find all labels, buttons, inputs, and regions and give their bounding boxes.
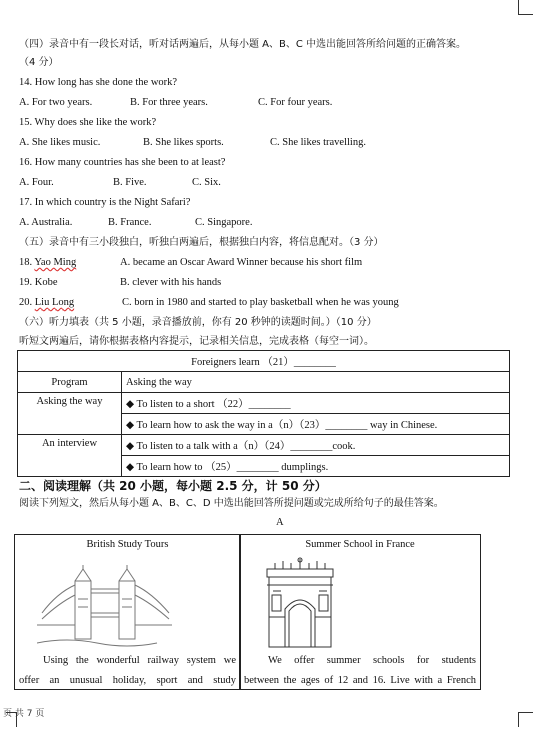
table-row1-b: ◆ To learn how to ask the way in a（n）（23）________ way in Chinese. xyxy=(122,414,510,435)
match-name-18: Yao Ming xyxy=(34,257,77,268)
match-name-19: Kobe xyxy=(34,277,58,288)
table-title: Foreigners learn （21）________ xyxy=(18,351,510,372)
passage-label: A xyxy=(276,517,284,528)
section5-instruction: （五）录音中有三小段独白，听独白两遍后，根据独白内容，将信息配对。（3 分） xyxy=(19,237,384,248)
question-15: 15. Why does she like the work? xyxy=(19,117,157,128)
match-desc-c: C. born in 1980 and started to play basketball when he was young xyxy=(122,297,399,308)
ad-box-summer-school-france xyxy=(239,534,481,690)
crop-mark-top-right xyxy=(518,0,533,15)
option-16a: A. Four. xyxy=(19,177,54,188)
option-16c: C. Six. xyxy=(192,177,221,188)
match-item-19: 19. Kobe xyxy=(19,277,58,288)
crop-mark-bottom-right xyxy=(518,712,533,727)
table-row1-a: ◆ To listen to a short （22）________ xyxy=(122,393,510,414)
table-row2-a: ◆ To listen to a talk with a（n）（24）________cook. xyxy=(122,435,510,456)
tower-bridge-illustration xyxy=(37,563,172,653)
ad-title-left: British Study Tours xyxy=(86,539,169,550)
part2-heading: 二、阅读理解（共 20 小题，每小题 2.5 分，计 50 分） xyxy=(19,479,327,493)
question-17: 17. In which country is the Night Safari? xyxy=(19,197,191,208)
page-footer: 页 共 7 页 xyxy=(3,709,45,719)
question-16: 16. How many countries has she been to at least? xyxy=(19,157,226,168)
ad-box-british-study-tours xyxy=(14,534,241,690)
match-name-20: Liu Long xyxy=(34,297,75,308)
ad-title-right: Summer School in France xyxy=(305,539,415,550)
table-row1-label: Asking the way xyxy=(18,393,122,435)
part2-instruction: 阅读下列短文，然后从每小题 A、B、C、D 中选出能回答所提问题或完成所给句子的最佳答案。 xyxy=(19,498,444,509)
option-17a: A. Australia. xyxy=(19,217,73,228)
option-14c: C. For four years. xyxy=(258,97,333,108)
option-17c: C. Singapore. xyxy=(195,217,253,228)
listening-table xyxy=(17,350,510,477)
arc-de-triomphe-illustration xyxy=(265,557,335,649)
option-15c: C. She likes travelling. xyxy=(270,137,366,148)
option-15a: A. She likes music. xyxy=(19,137,101,148)
section4-points: （4 分） xyxy=(19,57,59,68)
option-16b: B. Five. xyxy=(113,177,147,188)
match-desc-b: B. clever with his hands xyxy=(120,277,222,288)
question-14: 14. How long has she done the work? xyxy=(19,77,178,88)
table-row2-b: ◆ To learn how to （25）________ dumplings. xyxy=(122,456,510,477)
match-item-18: 18. Yao Ming xyxy=(19,257,77,268)
section4-instruction: （四）录音中有一段长对话，听对话两遍后，从每小题 A、B、C 中选出能回答所给问题的正确答案。 xyxy=(19,39,467,50)
option-15b: B. She likes sports. xyxy=(143,137,224,148)
match-desc-a: A. became an Oscar Award Winner because his short film xyxy=(120,257,363,268)
option-14a: A. For two years. xyxy=(19,97,93,108)
option-17b: B. France. xyxy=(108,217,152,228)
ad-text-right: We offer summer schools for students between the ages of 12 and 16. Live with a French xyxy=(244,655,476,686)
option-14b: B. For three years. xyxy=(130,97,208,108)
section6-instruction: （六）听力填表（共 5 小题，录音播放前，你有 20 秒钟的读题时间。）（10 分） xyxy=(19,317,377,328)
table-col1-header: Program xyxy=(18,372,122,393)
match-item-20: 20. Liu Long xyxy=(19,297,75,308)
ad-text-left: Using the wonderful railway system we offer an unusual holiday, sport and study xyxy=(19,655,236,686)
table-col2-header: Asking the way xyxy=(122,372,510,393)
table-row2-label: An interview xyxy=(18,435,122,477)
section6-instruction2: 听短文两遍后，请你根据表格内容提示，记录相关信息，完成表格（每空一词）。 xyxy=(19,336,374,347)
